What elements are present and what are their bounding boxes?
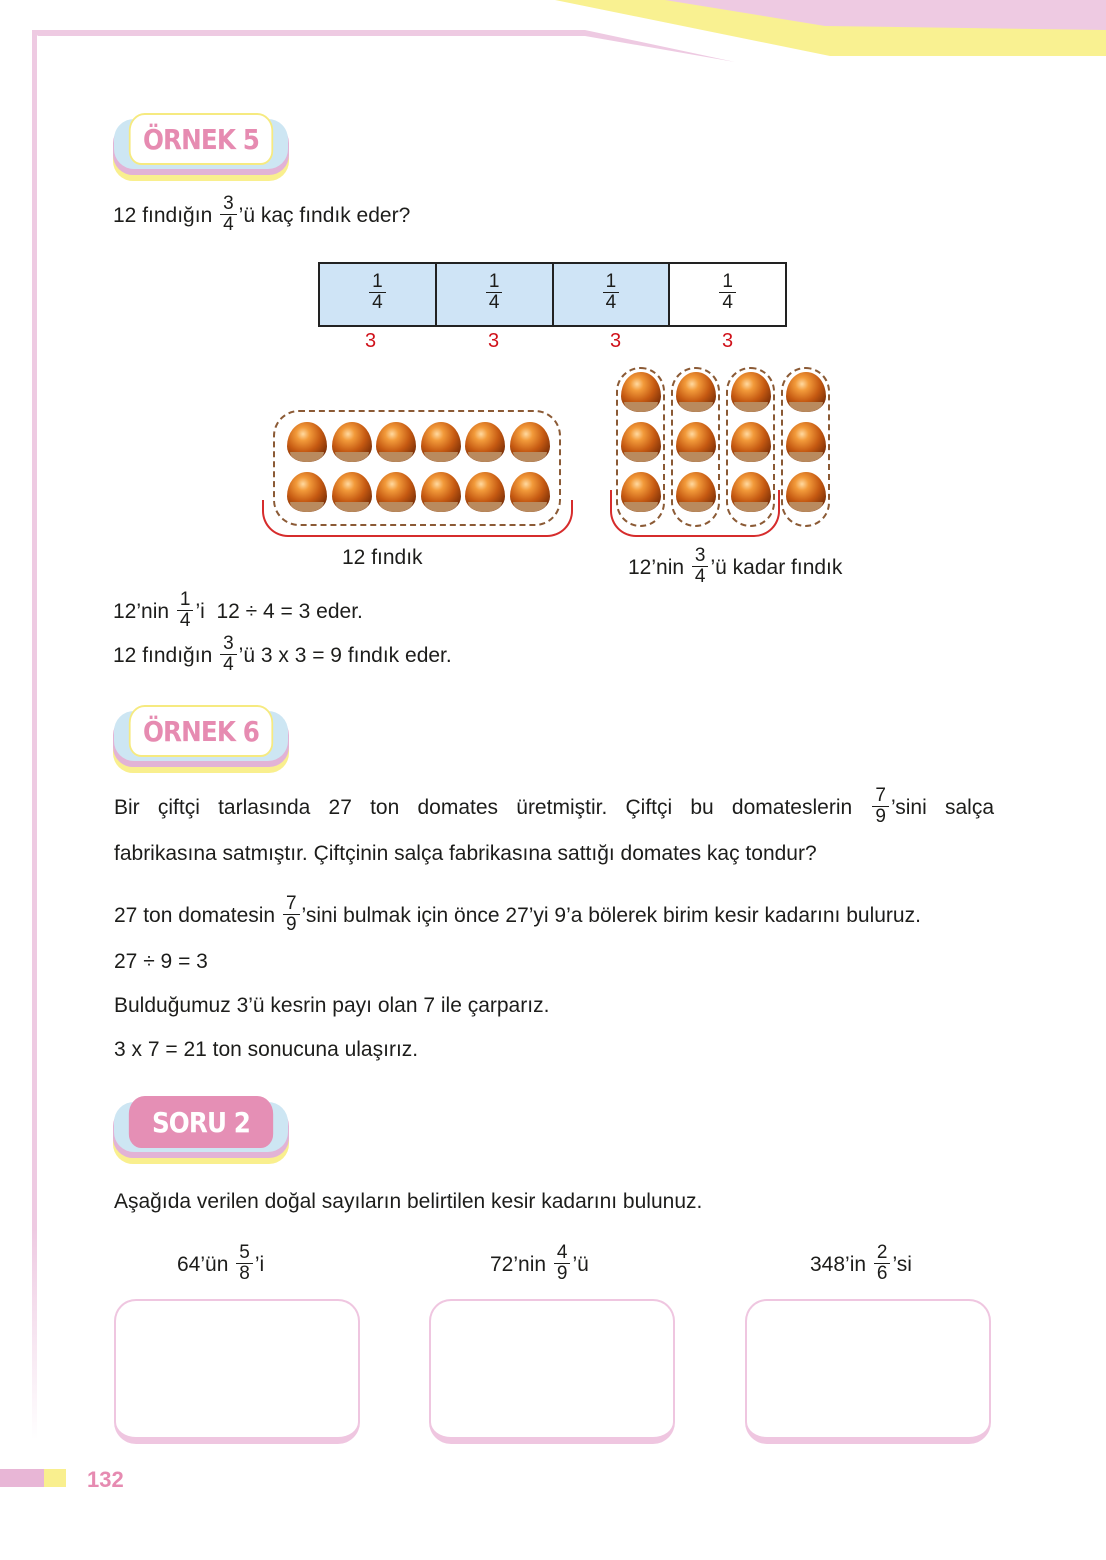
question-2-instruction: Aşağıda verilen doğal sayıların belirtilen kesir kadarını bulunuz. xyxy=(114,1190,703,1213)
question-item-1: 64’ün $\frac{5}{8}$ ’i xyxy=(177,1242,265,1284)
answer-box-1[interactable] xyxy=(114,1299,360,1444)
hazelnut-icon xyxy=(465,472,505,512)
bracket-three-quarters xyxy=(610,490,780,537)
hazelnut-icon xyxy=(621,372,661,412)
fraction-bar-cell xyxy=(320,264,437,325)
answer-box-2[interactable] xyxy=(429,1299,675,1444)
fraction-bar-value: 3 xyxy=(365,330,377,352)
hazelnut-icon xyxy=(786,422,826,462)
hazelnut-icon xyxy=(786,372,826,412)
example-5-step-2: 12 fındığın $\frac{3}{4}$ ’ü 3 x 3 = 9 fındık eder. xyxy=(113,633,452,675)
page-number: 132 xyxy=(87,1467,124,1492)
hazelnut-icon xyxy=(510,472,550,512)
example-5-badge xyxy=(113,113,289,181)
fraction: $\frac{1}{4}$ xyxy=(719,272,736,313)
hazelnut-icon xyxy=(287,422,327,462)
hazelnut-icon xyxy=(376,422,416,462)
fraction-bar-cell xyxy=(670,264,785,325)
fraction: $\frac{1}{4}$ xyxy=(486,272,503,313)
example-6-badge xyxy=(113,705,289,773)
page-header-decoration xyxy=(0,0,1106,80)
fraction-bar-cell xyxy=(554,264,671,325)
hazelnut-icon xyxy=(510,422,550,462)
hazelnut-icon xyxy=(332,422,372,462)
example-6-solution-3: Bulduğumuz 3’ü kesrin payı olan 7 ile çarparız. xyxy=(114,994,550,1017)
hazelnut-icon xyxy=(676,422,716,462)
hazelnut-icon xyxy=(786,472,826,512)
caption-three-quarters: 12’nin $\frac{3}{4}$ ’ü kadar fındık xyxy=(628,545,843,587)
hazelnut-icon xyxy=(332,472,372,512)
hazelnut-icon xyxy=(676,372,716,412)
hazelnut-icon xyxy=(376,472,416,512)
question-item-2: 72’nin $\frac{4}{9}$ ’ü xyxy=(490,1242,589,1284)
fraction-bar-value: 3 xyxy=(722,330,734,352)
example-6-solution-4: 3 x 7 = 21 ton sonucuna ulaşırız. xyxy=(114,1038,419,1061)
page-left-border xyxy=(32,30,37,1440)
fraction: $\frac{1}{4}$ xyxy=(603,272,620,313)
fraction: $\frac{3}{4}$ xyxy=(220,194,237,235)
hazelnut-icon xyxy=(731,422,771,462)
footer-yellow-bar xyxy=(44,1469,66,1487)
example-6-title: ÖRNEK 6 xyxy=(129,705,273,757)
question-2-title: SORU 2 xyxy=(129,1096,273,1148)
hazelnut-icon xyxy=(731,372,771,412)
footer-pink-bar xyxy=(0,1469,44,1487)
caption-12-nuts: 12 fındık xyxy=(342,546,423,569)
example-6-solution-1: 27 ton domatesin $\frac{7}{9}$ ’sini bulmak için önce 27’yi 9’a bölerek birim kesir kadarını buluruz. xyxy=(114,893,921,935)
example-5-step-1: 12’nin $\frac{1}{4}$ ’i 12 ÷ 4 = 3 eder. xyxy=(113,589,363,631)
fraction-bar-value: 3 xyxy=(610,330,622,352)
example-6-problem-line-2: fabrikasına satmıştır. Çiftçinin salça fabrikasına sattığı domates kaç tondur? xyxy=(114,842,817,865)
example-5-question: 12 fındığın $\frac{3}{4}$ ’ü kaç fındık eder? xyxy=(113,193,411,235)
example-6-solution-2: 27 ÷ 9 = 3 xyxy=(114,950,208,973)
hazelnut-icon xyxy=(287,472,327,512)
hazelnut-icon xyxy=(465,422,505,462)
fraction-bar-cell xyxy=(437,264,554,325)
answer-box-3[interactable] xyxy=(745,1299,991,1444)
example-5-title: ÖRNEK 5 xyxy=(129,113,273,165)
fraction-bar-value: 3 xyxy=(488,330,500,352)
hazelnut-icon xyxy=(421,472,461,512)
fraction-bar xyxy=(318,262,787,327)
question-item-3: 348’in $\frac{2}{6}$ ’si xyxy=(810,1242,912,1284)
example-6-problem-line-1: Bir çiftçi tarlasında 27 ton domates üretmiştir. Çiftçi bu domateslerin $\frac{7}{9}$ ’sini salça xyxy=(114,785,995,827)
question-2-badge xyxy=(113,1096,289,1164)
hazelnut-icon xyxy=(421,422,461,462)
fraction: $\frac{1}{4}$ xyxy=(369,272,386,313)
hazelnut-icon xyxy=(621,422,661,462)
